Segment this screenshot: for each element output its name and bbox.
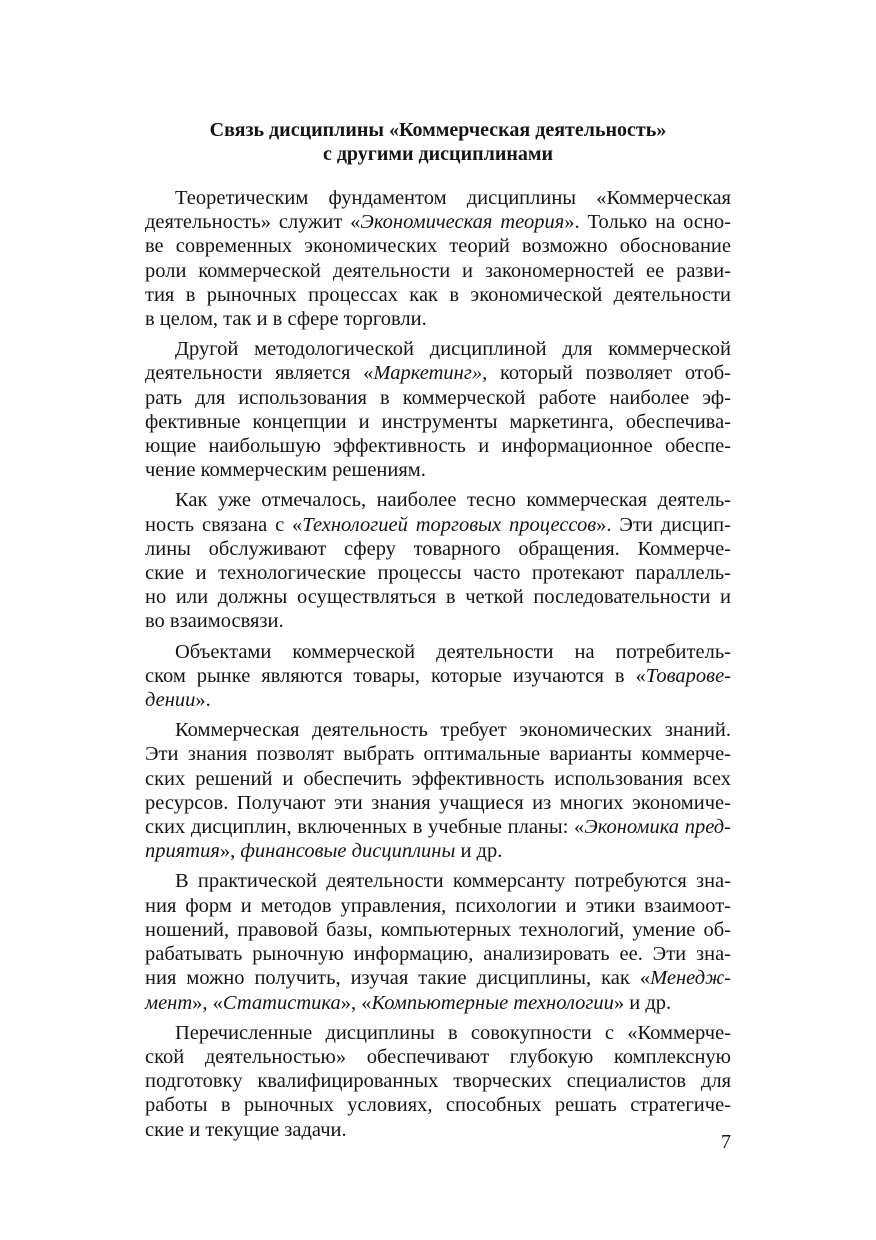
text-segment: ющие наибольшую эффективность и информационное обеспе-: [145, 435, 731, 458]
text-line: [145, 815, 731, 839]
text-segment: ». Только на осно-: [564, 211, 731, 234]
text-segment: деятельности является «: [145, 362, 374, 385]
text-segment: », «: [340, 991, 372, 1014]
text-line: [145, 410, 731, 434]
text-line: [145, 869, 731, 893]
text-line: [145, 894, 731, 918]
text-segment: рабатывать рыночную информацию, анализировать ее. Эти зна-: [145, 943, 731, 966]
text-segment: »,: [219, 840, 241, 863]
text-segment: ».: [195, 689, 211, 712]
text-segment: », «: [192, 991, 223, 1014]
text-line: [145, 966, 731, 990]
text-line: [145, 1093, 731, 1117]
text-line: [145, 488, 731, 512]
text-line: [145, 561, 731, 585]
italic-text: Товарове-: [645, 664, 731, 687]
text-line: [145, 742, 731, 766]
paragraph: [145, 488, 731, 633]
text-segment: но или должны осуществляться в четкой последовательности и: [145, 586, 731, 609]
text-line: [145, 1045, 731, 1069]
text-line: [145, 991, 731, 1015]
text-segment: ». Эти дисцип-: [596, 513, 731, 536]
italic-text: финансовые дисциплины: [240, 840, 456, 863]
text-line: [145, 1021, 731, 1045]
text-segment: роли коммерческой деятельности и закономерностей ее разви-: [145, 259, 731, 282]
paragraph: [145, 337, 731, 482]
text-segment: ском рынке являются товары, которые изучаются в «: [145, 664, 646, 687]
text-line: [145, 307, 731, 331]
body-text: [145, 186, 731, 1142]
italic-text: Экономическая теория: [360, 211, 565, 234]
italic-text: Технологией торговых процессов: [302, 513, 597, 536]
text-segment: ния можно получить, изучая такие дисциплины, как «: [145, 967, 651, 990]
text-segment: Эти знания позволят выбрать оптимальные варианты коммерче-: [145, 743, 731, 766]
italic-text: Статистика: [222, 991, 341, 1014]
text-line: [145, 259, 731, 283]
italic-text: мент: [145, 991, 193, 1014]
text-segment: ресурсов. Получают эти знания учащиеся из многих экономиче-: [145, 791, 731, 814]
text-segment: и др.: [455, 840, 503, 863]
text-segment: ве современных экономических теорий возможно обоснование: [145, 235, 731, 258]
italic-text: Менедж-: [650, 967, 731, 990]
text-segment: чение коммерческим решениям.: [145, 459, 426, 482]
text-segment: который позволяет отоб-: [487, 362, 731, 385]
italic-text: Маркетинг»,: [373, 362, 488, 385]
text-segment: во взаимосвязи.: [145, 610, 284, 633]
text-segment: фективные концепции и инструменты маркетинга, обеспечива-: [145, 410, 731, 433]
text-line: [145, 767, 731, 791]
section-title-line-2: с другими дисциплинами: [322, 143, 554, 165]
text-segment: подготовку квалифицированных творческих специалистов для: [145, 1070, 731, 1093]
text-line: [145, 386, 731, 410]
text-line: [145, 1118, 731, 1142]
text-line: [145, 1069, 731, 1093]
page-number: 7: [721, 1131, 731, 1153]
text-line: [145, 664, 731, 688]
text-segment: В практической деятельности коммерсанту потребуются зна-: [175, 870, 731, 893]
text-line: [145, 337, 731, 361]
text-segment: ношений, правовой базы, компьютерных технологий, умение об-: [145, 918, 731, 941]
text-line: [145, 186, 731, 210]
paragraph: [145, 1021, 731, 1142]
section-title: [145, 118, 731, 166]
paragraph: [145, 640, 731, 713]
text-segment: Другой методологической дисциплиной для коммерческой: [175, 338, 731, 361]
text-segment: ния форм и методов управления, психологии и этики взаимоот-: [145, 894, 731, 917]
text-line: [145, 609, 731, 633]
text-line: [145, 918, 731, 942]
text-line: [145, 585, 731, 609]
text-line: [145, 210, 731, 234]
text-segment: в целом, так и в сфере торговли.: [145, 308, 427, 331]
paragraph: [145, 186, 731, 331]
text-segment: ских решений и обеспечить эффективность использования всех: [145, 767, 731, 790]
text-line: [145, 942, 731, 966]
text-segment: Перечисленные дисциплины в совокупности с «Коммерче-: [175, 1021, 731, 1044]
text-line: [145, 537, 731, 561]
paragraph: [145, 718, 731, 863]
paragraph: [145, 869, 731, 1014]
text-segment: деятельность» служит «: [145, 211, 361, 234]
text-segment: ских дисциплин, включенных в учебные планы: «: [145, 816, 585, 839]
text-segment: ские и технологические процессы часто протекают параллель-: [145, 562, 731, 585]
text-segment: Коммерческая деятельность требует экономических знаний.: [175, 719, 731, 742]
text-line: [145, 434, 731, 458]
text-segment: Теоретическим фундаментом дисциплины «Коммерческая: [175, 187, 731, 209]
text-segment: ской деятельностью» обеспечивают глубокую комплексную: [145, 1045, 731, 1068]
text-line: [145, 234, 731, 258]
italic-text: Экономика пред-: [584, 816, 731, 839]
italic-text: приятия: [145, 840, 220, 863]
text-line: [145, 640, 731, 664]
italic-text: Компьютерные технологии: [371, 991, 614, 1014]
text-segment: работы в рыночных условиях, способных решать стратегиче-: [145, 1094, 731, 1117]
text-segment: рать для использования в коммерческой работе наиболее эф-: [145, 386, 731, 409]
text-line: [145, 791, 731, 815]
text-segment: лины обслуживают сферу товарного обращения. Коммерче-: [145, 537, 731, 560]
text-segment: тия в рыночных процессах как в экономической деятельности: [145, 283, 731, 306]
text-segment: Объектами коммерческой деятельности на потребитель-: [175, 640, 731, 663]
text-line: [145, 458, 731, 482]
page-content: [145, 118, 731, 1148]
text-segment: ность связана с «: [145, 513, 303, 536]
section-title-line-1: Связь дисциплины «Коммерческая деятельность»: [209, 119, 667, 141]
text-line: [145, 718, 731, 742]
text-segment: ские и текущие задачи.: [145, 1118, 347, 1141]
text-line: [145, 839, 731, 863]
text-line: [145, 688, 731, 712]
text-segment: Как уже отмечалось, наиболее тесно коммерческая деятель-: [175, 489, 731, 512]
text-segment: » и др.: [613, 991, 672, 1014]
italic-text: дении: [145, 689, 196, 712]
text-line: [145, 513, 731, 537]
text-line: [145, 283, 731, 307]
text-line: [145, 361, 731, 385]
